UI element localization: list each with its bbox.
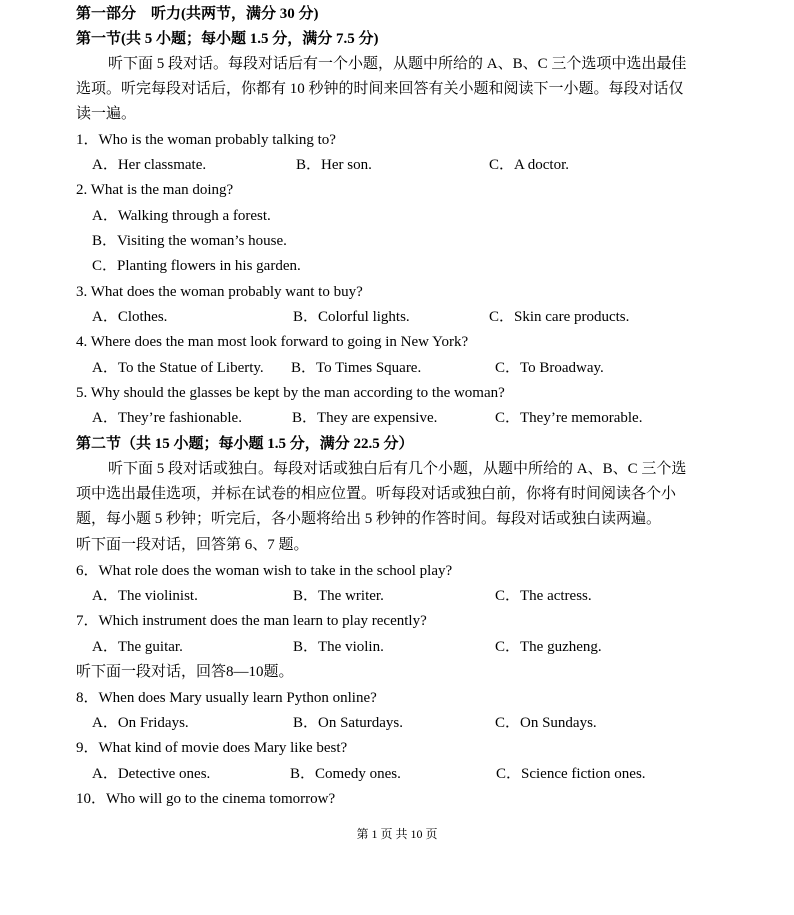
question-5-option-a: A．They’re fashionable. — [92, 410, 242, 426]
dialogue-intro-6-7: 听下面一段对话，回答第 6、7 题。 — [76, 537, 309, 553]
question-4-option-a: A．To the Statue of Liberty. — [92, 360, 264, 376]
question-7-stem: 7．Which instrument does the man learn to play recently? — [76, 613, 427, 629]
question-4-option-c: C．To Broadway. — [495, 360, 604, 376]
question-7-option-c: C．The guzheng. — [495, 639, 602, 655]
section1-instruction-line-1: 听下面 5 段对话。每段对话后有一个小题，从题中所给的 A、B、C 三个选项中选出最佳 — [108, 56, 687, 72]
question-6-option-a: A．The violinist. — [92, 588, 198, 604]
question-8-option-b: B．On Saturdays. — [293, 715, 403, 731]
question-6-option-c: C．The actress. — [495, 588, 592, 604]
question-2-stem: 2. What is the man doing? — [76, 182, 234, 198]
section2-instruction-line-2: 项中选出最佳选项，并标在试卷的相应位置。听每段对话或独白前，你将有时间阅读各个小 — [76, 486, 677, 502]
question-8-option-c: C．On Sundays. — [495, 715, 597, 731]
question-2-option-b: B．Visiting the woman’s house. — [92, 233, 287, 249]
question-4-stem: 4. Where does the man most look forward to going in New York? — [76, 334, 469, 350]
question-8-option-a: A．On Fridays. — [92, 715, 189, 731]
question-1-stem: 1．Who is the woman probably talking to? — [76, 132, 336, 148]
part1-title: 第一部分 听力(共两节，满分 30 分) — [76, 6, 319, 22]
question-6-stem: 6．What role does the woman wish to take in the school play? — [76, 563, 453, 579]
question-1-option-a: A．Her classmate. — [92, 157, 207, 173]
section2-instruction-line-3: 题，每小题 5 秒钟；听完后，各小题将给出 5 秒钟的作答时间。每段对话或独白读两遍。 — [76, 511, 662, 527]
question-9-stem: 9．What kind of movie does Mary like best? — [76, 740, 348, 756]
question-3-option-a: A．Clothes. — [92, 309, 168, 325]
question-3-option-c: C．Skin care products. — [489, 309, 630, 325]
question-10-stem: 10．Who will go to the cinema tomorrow? — [76, 791, 336, 807]
section2-instruction-line-1: 听下面 5 段对话或独白。每段对话或独白后有几个小题，从题中所给的 A、B、C 三个选 — [108, 461, 687, 477]
question-5-option-c: C．They’re memorable. — [495, 410, 643, 426]
question-9-option-b: B．Comedy ones. — [290, 766, 401, 782]
question-7-option-a: A．The guitar. — [92, 639, 183, 655]
question-3-stem: 3. What does the woman probably want to buy? — [76, 284, 363, 300]
question-1-option-c: C．A doctor. — [489, 157, 570, 173]
section2-title: 第二节（共 15 小题；每小题 1.5 分，满分 22.5 分） — [76, 436, 414, 452]
question-5-stem: 5. Why should the glasses be kept by the man according to the woman? — [76, 385, 505, 401]
question-4-option-b: B．To Times Square. — [291, 360, 422, 376]
question-9-option-a: A．Detective ones. — [92, 766, 211, 782]
question-1-option-b: B．Her son. — [296, 157, 372, 173]
question-8-stem: 8．When does Mary usually learn Python online? — [76, 690, 377, 706]
section1-instruction-line-2: 选项。听完每段对话后，你都有 10 秒钟的时间来回答有关小题和阅读下一小题。每段对话仅 — [76, 81, 684, 97]
section1-instruction-line-3: 读一遍。 — [76, 106, 137, 122]
question-3-option-b: B．Colorful lights. — [293, 309, 410, 325]
question-9-option-c: C．Science fiction ones. — [496, 766, 646, 782]
question-2-option-c: C．Planting flowers in his garden. — [92, 258, 301, 274]
question-7-option-b: B．The violin. — [293, 639, 384, 655]
question-2-option-a: A．Walking through a forest. — [92, 208, 271, 224]
question-6-option-b: B．The writer. — [293, 588, 384, 604]
dialogue-intro-8-10: 听下面一段对话，回答8—10题。 — [76, 664, 294, 680]
section1-title: 第一节(共 5 小题；每小题 1.5 分，满分 7.5 分) — [76, 31, 379, 47]
question-5-option-b: B．They are expensive. — [292, 410, 438, 426]
page-number-footer: 第 1 页 共 10 页 — [356, 827, 438, 841]
